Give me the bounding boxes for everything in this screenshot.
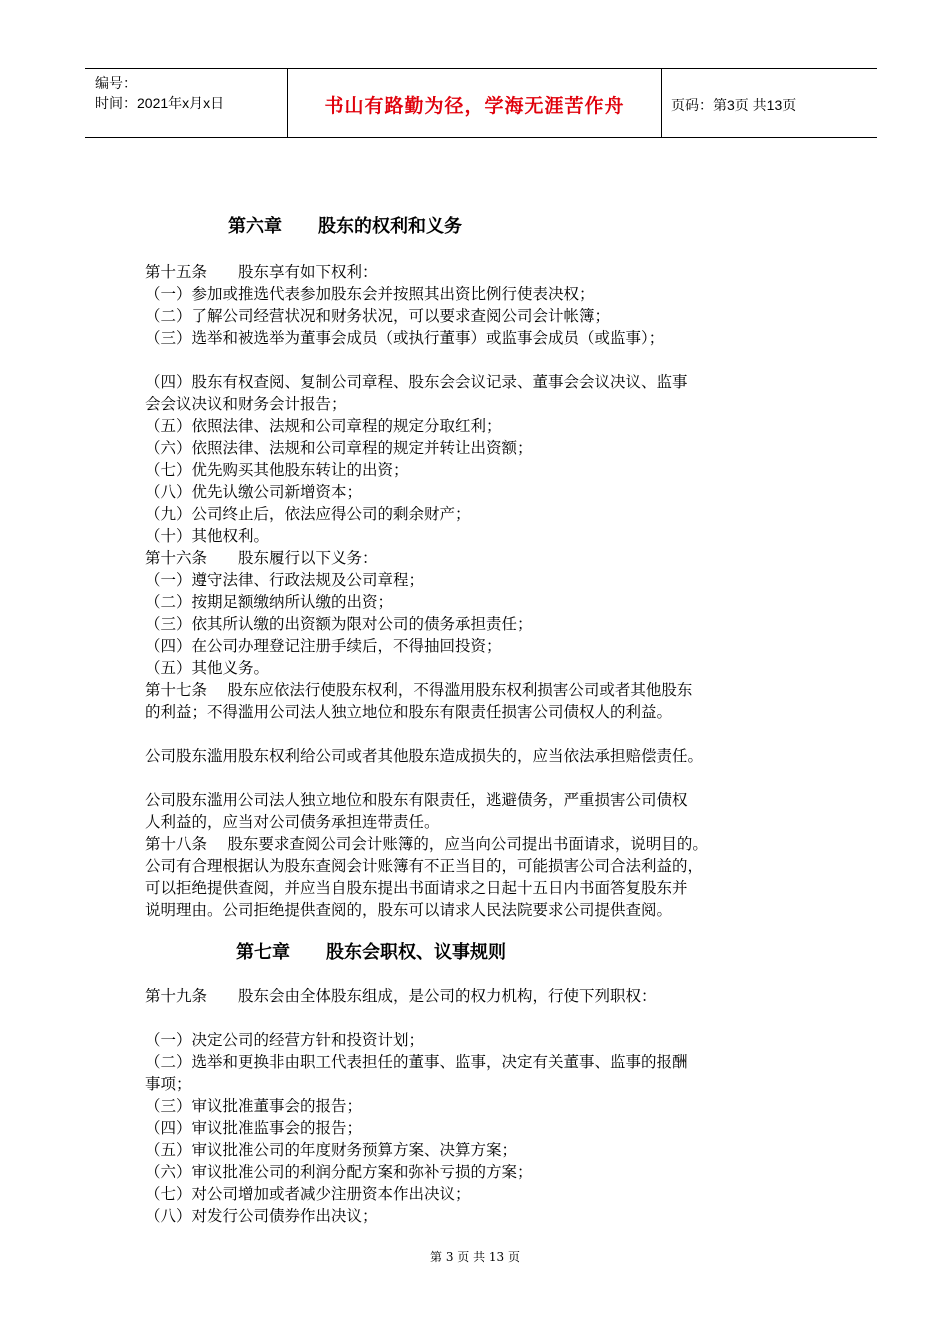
text-line: （七）优先购买其他股东转让的出资； [145, 461, 409, 479]
text-line: （五）审议批准公司的年度财务预算方案、决算方案； [145, 1141, 518, 1159]
page-footer: 第 3 页 共 13 页 [430, 1250, 520, 1264]
blank-line [145, 1007, 825, 1029]
text-line: （六）审议批准公司的利润分配方案和弥补亏损的方案； [145, 1163, 533, 1181]
text-line: 公司股东滥用公司法人独立地位和股东有限责任，逃避债务，严重损害公司债权 [145, 791, 688, 809]
text-line: （八）对发行公司债券作出决议； [145, 1207, 378, 1225]
text-line: （七）对公司增加或者减少注册资本作出决议； [145, 1185, 471, 1203]
text-line: （三）选举和被选举为董事会成员（或执行董事）或监事会成员（或监事）； [145, 329, 665, 347]
header-page-cell [661, 69, 877, 137]
text-line: （九）公司终止后，依法应得公司的剩余财产； [145, 505, 471, 523]
blank-line [145, 723, 825, 745]
chapter-6-title: 第六章 股东的权利和义务 [228, 216, 462, 237]
text-line: 公司股东滥用股东权利给公司或者其他股东造成损失的，应当依法承担赔偿责任。 [145, 747, 704, 765]
text-line: （一）参加或推选代表参加股东会并按照其出资比例行使表决权； [145, 285, 595, 303]
header-page-info: 页码：第3页 共13页 [671, 97, 797, 113]
blank-line [145, 767, 825, 789]
text-line: （二）选举和更换非由职工代表担任的董事、监事，决定有关董事、监事的报酬 [145, 1053, 688, 1071]
text-line: 事项； [145, 1075, 192, 1093]
text-line: （十）其他权利。 [145, 527, 270, 545]
text-line: 第十九条 股东会由全体股东组成，是公司的权力机构，行使下列职权： [145, 987, 657, 1005]
text-line: （四）审议批准监事会的报告； [145, 1119, 363, 1137]
text-line: 说明理由。公司拒绝提供查阅的，股东可以请求人民法院要求公司提供查阅。 [145, 901, 673, 919]
text-line: （四）在公司办理登记注册手续后，不得抽回投资； [145, 637, 502, 655]
text-line: （三）审议批准董事会的报告； [145, 1097, 363, 1115]
blank-line [145, 349, 825, 371]
section-shareholder-meeting [145, 985, 825, 1227]
text-line: （四）股东有权查阅、复制公司章程、股东会会议记录、董事会会议决议、监事 [145, 373, 688, 391]
text-line: 公司有合理根据认为股东查阅会计账簿有不正当目的，可能损害公司合法利益的， [145, 857, 704, 875]
text-line: （三）依其所认缴的出资额为限对公司的债务承担责任； [145, 615, 533, 633]
text-line: （六）依照法律、法规和公司章程的规定并转让出资额； [145, 439, 533, 457]
text-line: （二）按期足额缴纳所认缴的出资； [145, 593, 394, 611]
text-line: （五）依照法律、法规和公司章程的规定分取红利； [145, 417, 502, 435]
header-motto-cell [287, 69, 662, 137]
text-line: 的利益；不得滥用公司法人独立地位和股东有限责任损害公司债权人的利益。 [145, 703, 673, 721]
text-line: （一）遵守法律、行政法规及公司章程； [145, 571, 425, 589]
text-line: 第十八条 股东要求查阅公司会计账簿的，应当向公司提出书面请求，说明目的。 [145, 835, 708, 853]
text-line: 第十七条 股东应依法行使股东权利，不得滥用股东权利损害公司或者其他股东 [145, 681, 693, 699]
serial-label: 编号： [95, 75, 137, 91]
text-line: 第十五条 股东享有如下权利： [145, 263, 378, 281]
page-header [85, 68, 877, 138]
motto-text: 书山有路勤为径，学海无涯苦作舟 [324, 95, 625, 117]
header-meta-cell [85, 69, 287, 137]
section-shareholder-rights [145, 261, 825, 921]
time-label: 时间：2021年x月x日 [95, 95, 225, 111]
text-line: 第十六条 股东履行以下义务： [145, 549, 378, 567]
text-line: 人利益的，应当对公司债务承担连带责任。 [145, 813, 440, 831]
text-line: （五）其他义务。 [145, 659, 270, 677]
chapter-7-title: 第七章 股东会职权、议事规则 [236, 942, 506, 963]
text-line: （二）了解公司经营状况和财务状况，可以要求查阅公司会计帐簿； [145, 307, 611, 325]
text-line: 可以拒绝提供查阅，并应当自股东提出书面请求之日起十五日内书面答复股东并 [145, 879, 688, 897]
text-line: （一）决定公司的经营方针和投资计划； [145, 1031, 425, 1049]
text-line: （八）优先认缴公司新增资本； [145, 483, 363, 501]
text-line: 会会议决议和财务会计报告； [145, 395, 347, 413]
